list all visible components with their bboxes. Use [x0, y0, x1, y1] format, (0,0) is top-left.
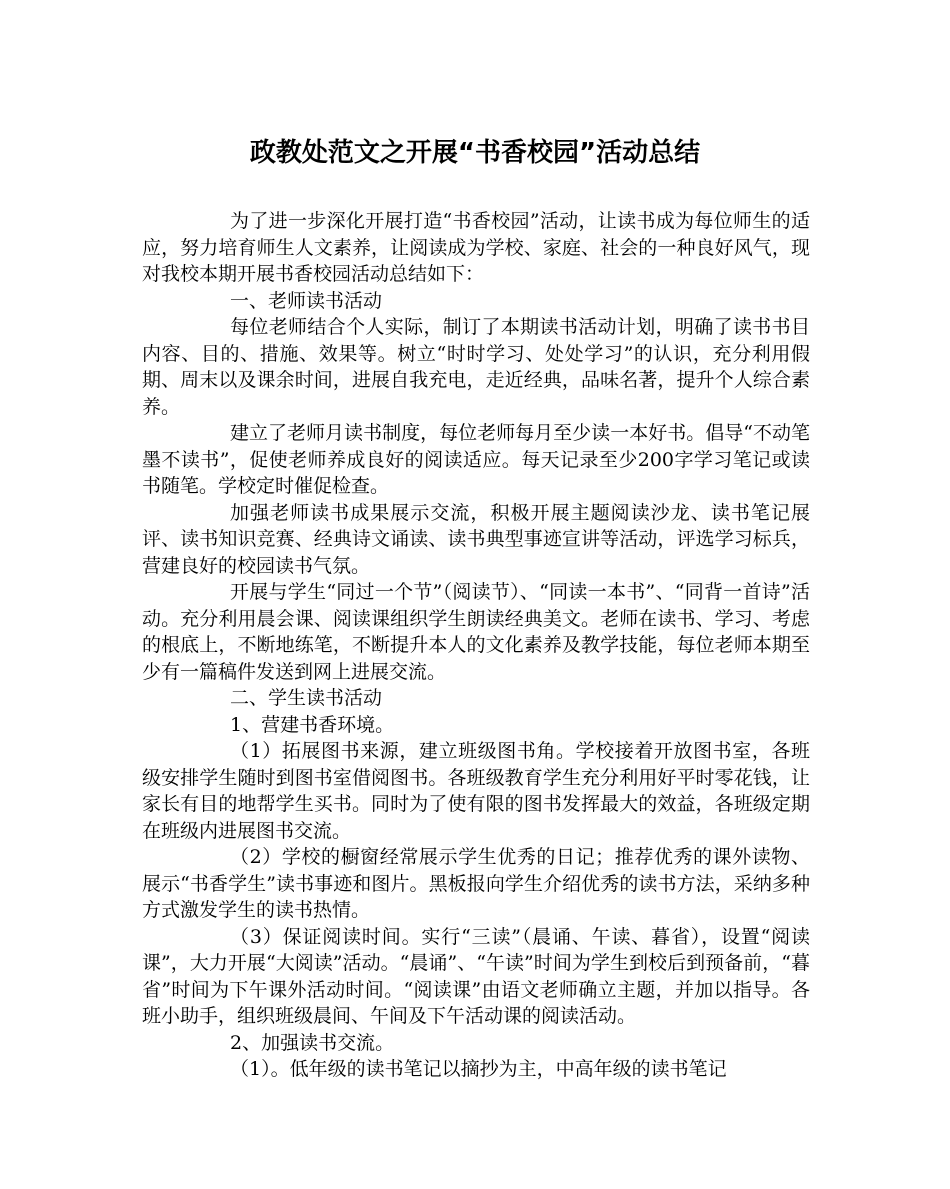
subsection-heading-reading-exchange: 2、加强读书交流。	[230, 1031, 395, 1054]
body-paragraph: （1）。低年级的读书笔记以摘抄为主，中高年级的读书笔记	[230, 1058, 727, 1080]
body-paragraph: （1）拓展图书来源，建立班级图书角。学校接着开放图书室，各班级安排学生随时到图书室借阅图书。各班级教育学生充分利用好平时零花钱，让家长有目的地帮学生买书。同时为了使有限的图书发挥最大的效益，各班级定期在班级内进展图书交流。	[142, 740, 810, 842]
body-paragraph: （3）保证阅读时间。实行“三读”（晨诵、午读、暮省），设置“阅读课”，大力开展“大阅读”活动。“晨诵”、“午读”时间为学生到校后到预备前，“暮省”时间为下午课外活动时间。“阅读课”由语文老师确立主题，并加以指导。各班小助手，组织班级晨间、午间及下午活动课的阅读活动。	[142, 925, 810, 1027]
page-title: 政教处范文之开展“书香校园”活动总结	[249, 138, 701, 168]
subsection-heading-reading-environment: 1、营建书香环境。	[230, 713, 395, 736]
body-paragraph: 每位老师结合个人实际，制订了本期读书活动计划，明确了读书书目内容、目的、措施、效果等。树立“时时学习、处处学习”的认识，充分利用假期、周末以及课余时间，进展自我充电，走近经典，品味名著，提升个人综合素养。	[142, 316, 810, 418]
section-heading-student-reading: 二、学生读书活动	[230, 687, 383, 709]
body-paragraph: 开展与学生“同过一个节”（阅读节）、“同读一本书”、“同背一首诗”活动。充分利用晨会课、阅读课组织学生朗读经典美文。老师在读书、学习、考虑的根底上，不断地练笔，不断提升本人的文化素养及教学技能，每位老师本期至少有一篇稿件发送到网上进展交流。	[142, 581, 810, 683]
body-paragraph: 加强老师读书成果展示交流，积极开展主题阅读沙龙、读书笔记展评、读书知识竞赛、经典诗文诵读、读书典型事迹宣讲等活动，评选学习标兵，营建良好的校园读书气氛。	[142, 501, 810, 577]
body-paragraph: 建立了老师月读书制度，每位老师每月至少读一本好书。倡导“不动笔墨不读书”，促使老师养成良好的阅读适应。每天记录至少200字学习笔记或读书随笔。学校定时催促检查。	[142, 422, 810, 497]
section-heading-teacher-reading: 一、老师读书活动	[230, 289, 383, 312]
document-body	[142, 208, 810, 1083]
intro-paragraph: 为了进一步深化开展打造“书香校园”活动，让读书成为每位师生的适应，努力培育师生人文素养，让阅读成为学校、家庭、社会的一种良好风气，现对我校本期开展书香校园活动总结如下：	[142, 210, 810, 285]
body-paragraph: （2）学校的橱窗经常展示学生优秀的日记；推荐优秀的课外读物、展示“书香学生”读书事迹和图片。黑板报向学生介绍优秀的读书方法，采纳多种方式激发学生的读书热情。	[142, 846, 810, 921]
